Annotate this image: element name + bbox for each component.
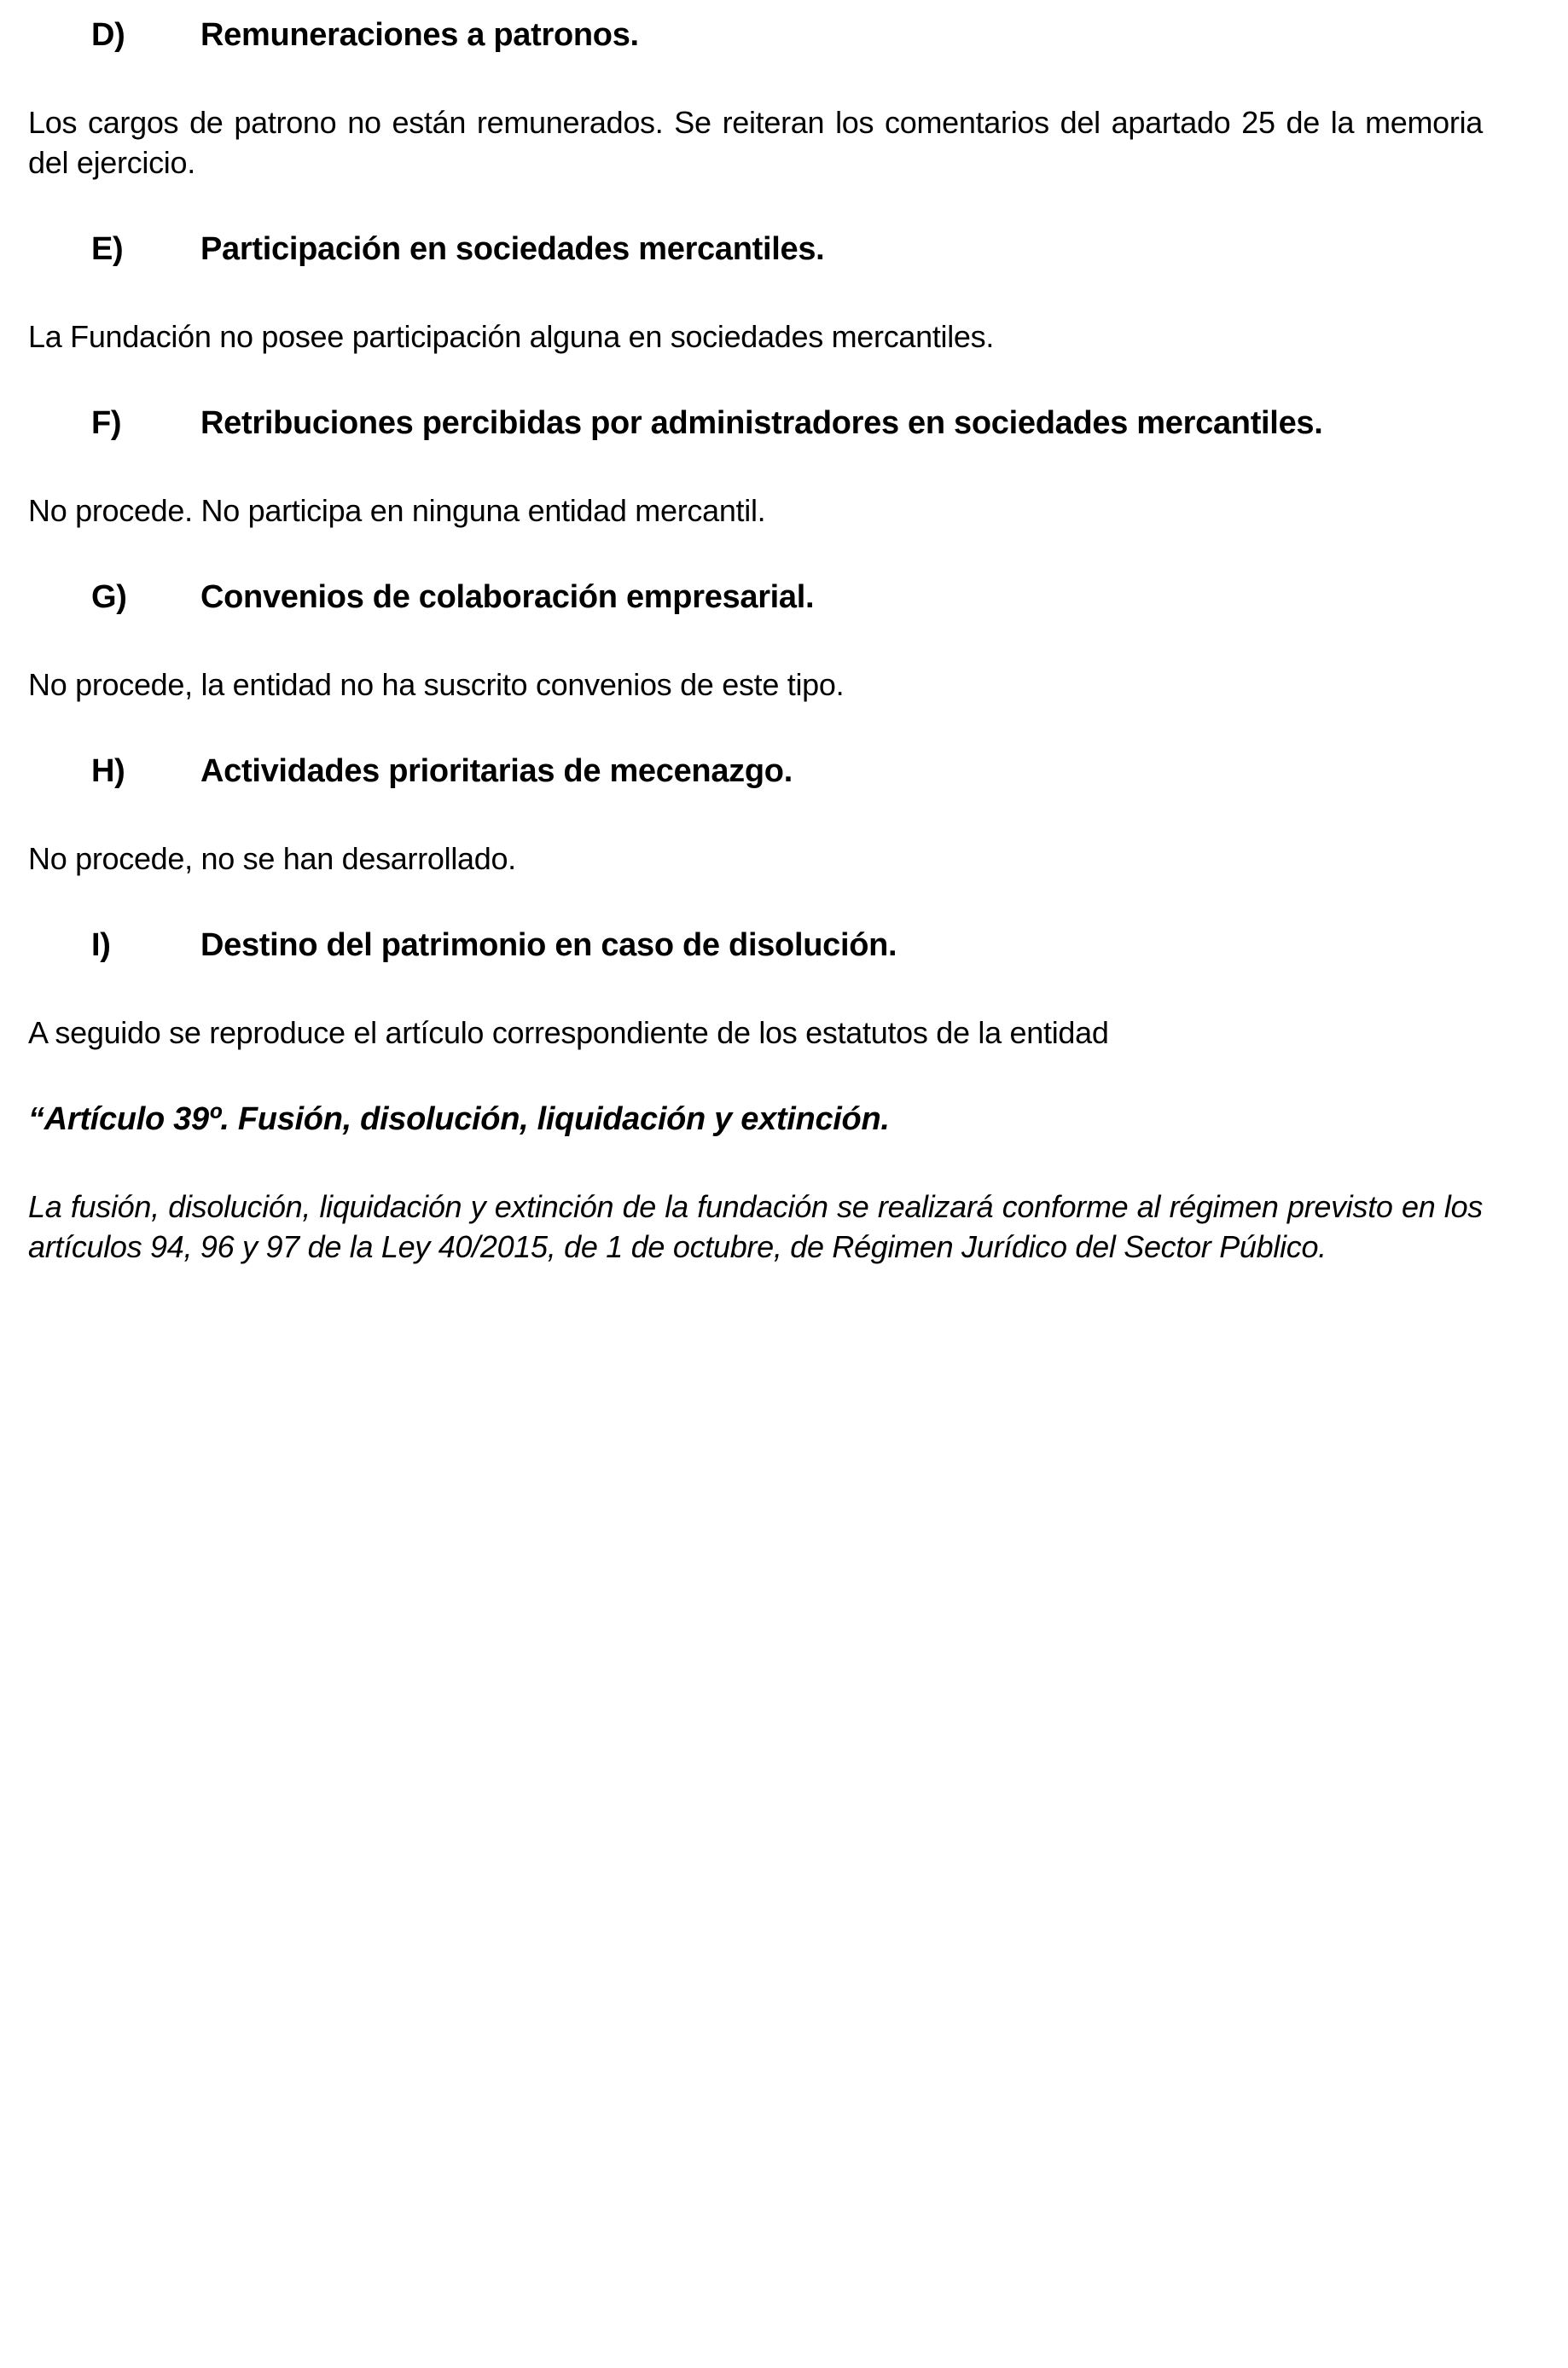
heading-title: Remuneraciones a patronos. — [200, 17, 639, 53]
section-heading-f — [28, 403, 1483, 444]
heading-letter: I) — [91, 927, 111, 963]
paragraph-a-seguido: A seguido se reproduce el artículo correspondiente de los estatutos de la entidad — [28, 1015, 1109, 1050]
section-heading-g — [28, 577, 1483, 618]
heading-letter: G) — [91, 579, 127, 615]
paragraph-convenios: No procede, la entidad no ha suscrito convenios de este tipo. — [28, 667, 845, 702]
paragraph-actividades: No procede, no se han desarrollado. — [28, 841, 516, 876]
heading-title: Destino del patrimonio en caso de disolución. — [200, 927, 897, 963]
section-heading-i — [28, 926, 1483, 966]
article-39-heading: “Artículo 39º. Fusión, disolución, liquidación y extinción. — [28, 1101, 890, 1137]
heading-letter: H) — [91, 753, 125, 789]
heading-letter: E) — [91, 231, 124, 267]
heading-title: Actividades prioritarias de mecenazgo. — [200, 753, 793, 789]
section-heading-d — [28, 15, 1483, 55]
paragraph-remuneraciones: Los cargos de patrono no están remunerados. Se reiteran los comentarios del apartado 25 de la memoria del ejercicio. — [28, 105, 1483, 180]
heading-title: Convenios de colaboración empresarial. — [200, 579, 815, 615]
heading-letter: D) — [91, 17, 125, 53]
paragraph-articulo-39-texto: La fusión, disolución, liquidación y extinción de la fundación se realizará conforme al régimen previsto en los artículos 94, 96 y 97 de la Ley 40/2015, de 1 de octubre, de Régimen Jurídico del Sector Público. — [28, 1189, 1483, 1264]
section-heading-h — [28, 752, 1483, 792]
paragraph-retribuciones: No procede. No participa en ninguna entidad mercantil. — [28, 493, 766, 528]
heading-title: Participación en sociedades mercantiles. — [200, 231, 825, 267]
heading-title: Retribuciones percibidas por administradores en sociedades mercantiles. — [200, 405, 1323, 441]
heading-letter: F) — [91, 405, 122, 441]
section-heading-e — [28, 229, 1483, 270]
paragraph-participacion: La Fundación no posee participación alguna en sociedades mercantiles. — [28, 319, 995, 354]
